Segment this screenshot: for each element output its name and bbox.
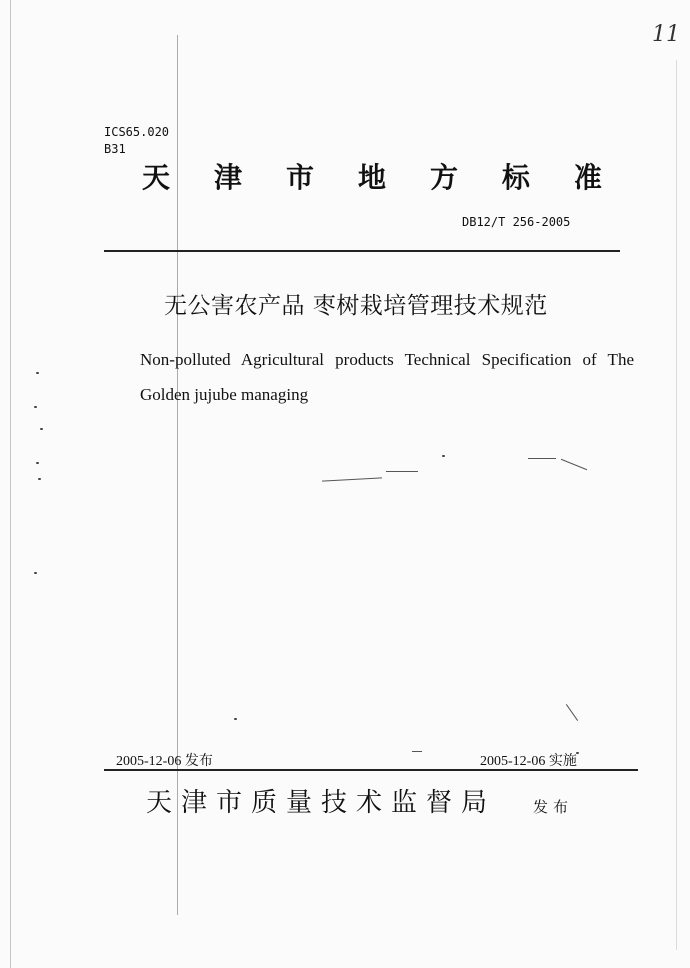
scan-streak bbox=[528, 458, 556, 459]
scan-streak bbox=[386, 471, 418, 472]
standard-type-char: 地 bbox=[357, 161, 386, 194]
issue-date: 2005-12-06 发布 bbox=[116, 754, 213, 769]
standard-number: DB12/T 256-2005 bbox=[462, 215, 571, 229]
issuing-authority: 天津市质量技术监督局 bbox=[146, 788, 497, 818]
handwritten-page-mark: 11 bbox=[652, 22, 680, 47]
scan-speck bbox=[34, 572, 37, 574]
scan-speck bbox=[34, 406, 37, 408]
standard-type-char: 方 bbox=[429, 161, 458, 194]
scan-speck bbox=[36, 462, 39, 464]
standard-type-char: 标 bbox=[501, 161, 530, 194]
scan-right-edge-line bbox=[676, 60, 677, 950]
implementation-date: 2005-12-06 实施 bbox=[480, 754, 577, 769]
standard-type-heading bbox=[142, 160, 602, 196]
english-title: Non-polluted Agricultural products Technical Specification of The Golden jujube managing bbox=[140, 350, 634, 404]
issuer-action-label: 发布 bbox=[533, 798, 574, 816]
scan-speck bbox=[442, 455, 445, 457]
scan-streak bbox=[322, 477, 382, 481]
chinese-title: 无公害农产品 枣树栽培管理技术规范 bbox=[164, 293, 548, 319]
footer-divider bbox=[104, 769, 638, 771]
scan-streak bbox=[561, 459, 587, 470]
scan-streak bbox=[412, 751, 422, 752]
standard-type-char: 市 bbox=[285, 161, 314, 194]
scan-speck bbox=[234, 718, 237, 720]
header-divider bbox=[104, 250, 620, 252]
ics-code: ICS65.020 bbox=[104, 125, 170, 139]
ccs-code: B31 bbox=[104, 142, 126, 156]
scan-speck bbox=[36, 372, 39, 374]
standard-type-char: 天 bbox=[142, 161, 171, 194]
standard-type-char: 准 bbox=[573, 161, 602, 194]
scan-streak bbox=[566, 704, 578, 721]
scan-speck bbox=[40, 428, 43, 430]
standard-type-char: 津 bbox=[213, 161, 242, 194]
scan-speck bbox=[38, 478, 41, 480]
scan-edge-line bbox=[10, 0, 11, 968]
